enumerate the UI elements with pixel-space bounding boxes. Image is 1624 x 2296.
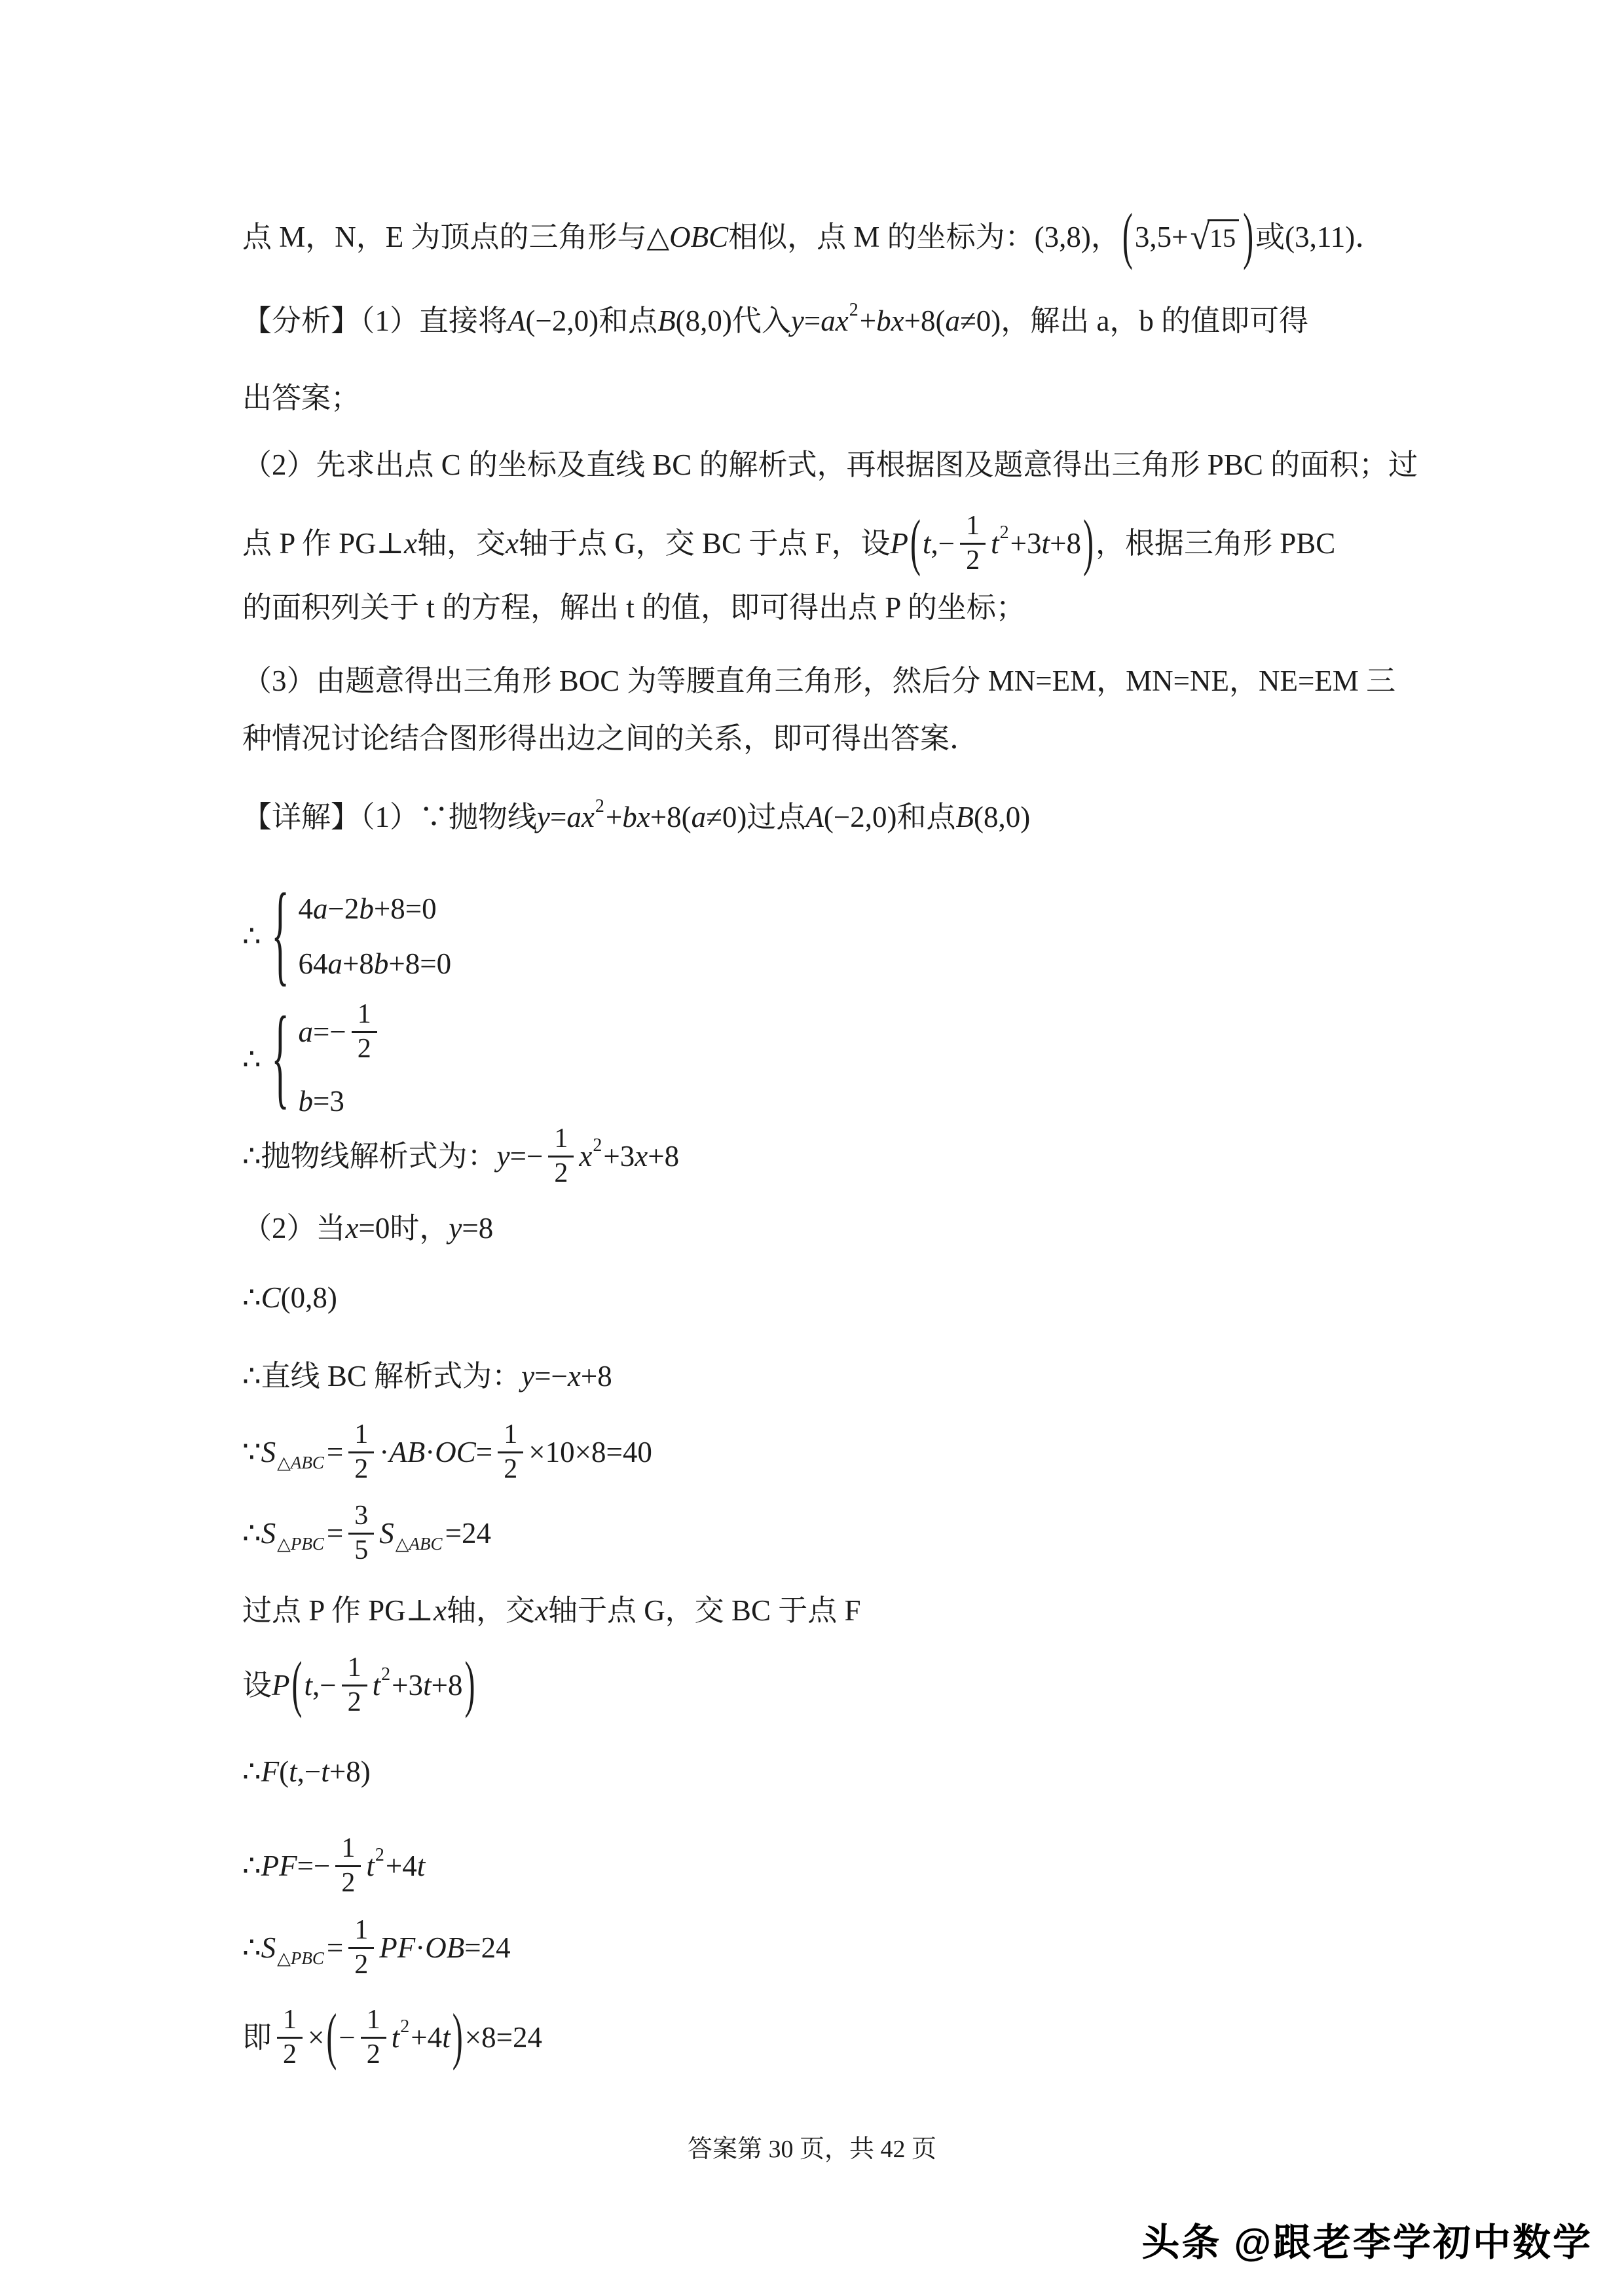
watermark: 头条 @跟老李学初中数学: [1141, 2221, 1593, 2264]
math-literal: +: [859, 304, 877, 337]
math-literal: =: [326, 1436, 344, 1468]
math-variable: PF: [379, 1931, 416, 1964]
fraction-numerator: 1: [342, 1653, 367, 1686]
system-brace: {: [271, 872, 289, 998]
math-literal: =: [475, 1436, 493, 1468]
math-variable: t: [442, 2021, 451, 2054]
system-rows: [299, 891, 452, 981]
big-paren: (: [910, 508, 921, 578]
math-literal: =: [803, 304, 821, 337]
superscript: 2: [999, 522, 1009, 543]
math-literal: ∴: [242, 1850, 261, 1882]
fraction: [352, 1000, 377, 1064]
math-variable: x: [345, 1212, 359, 1245]
math-variable: t: [1041, 527, 1050, 560]
math-variable: x: [403, 527, 417, 560]
math-variable: x: [567, 1360, 581, 1393]
math-variable: t: [366, 1850, 375, 1882]
text-run: 设: [242, 1669, 272, 1702]
math-variable: y: [496, 1140, 510, 1173]
system-row: [299, 1000, 382, 1064]
math-variable: a: [691, 801, 707, 833]
line-parabola-equation: [242, 1114, 679, 1199]
text-run: 时，: [390, 1212, 449, 1245]
math-literal: =24: [464, 1931, 511, 1964]
big-paren: (: [291, 1650, 303, 1720]
text-run: 点 P 作 PG⊥: [242, 527, 404, 560]
line-area-pbc: [242, 1491, 491, 1576]
line-construct-pg: [242, 1591, 861, 1630]
math-literal: +8: [342, 947, 374, 980]
fraction-denominator: 2: [554, 1157, 568, 1188]
text-run: ，根据三角形 PBC: [1095, 527, 1336, 560]
text-run: 【分析】（1）直接将: [242, 304, 508, 337]
equation-system: [268, 872, 452, 998]
radicand: 15: [1208, 219, 1239, 255]
math-variable: OC: [435, 1436, 476, 1468]
math-variable: x: [505, 527, 519, 560]
math-literal: +8(: [904, 304, 946, 337]
math-literal: +3: [392, 1669, 424, 1702]
text-run: 和点: [599, 304, 658, 337]
subscript: △PBC: [277, 1533, 324, 1554]
math-literal: ∴: [242, 1517, 261, 1550]
text-run: ，: [1090, 221, 1120, 253]
math-variable: A: [507, 304, 526, 337]
text-run: 代入: [731, 304, 791, 337]
math-variable: t: [991, 527, 999, 560]
line-analysis-step2-cont2: [242, 588, 1025, 627]
fraction: [335, 1834, 361, 1898]
math-literal: =0: [358, 1212, 390, 1245]
math-literal: =3: [313, 1084, 344, 1118]
text-run: （2）当: [242, 1212, 346, 1245]
line-area-abc: [242, 1410, 652, 1495]
math-literal: ∴: [242, 1140, 261, 1173]
line-equation-t: [242, 1988, 542, 2086]
math-variable: y: [521, 1360, 535, 1393]
math-literal: ·: [425, 1436, 435, 1468]
fraction-denominator: 2: [341, 1867, 356, 1898]
math-literal: +4: [411, 2021, 443, 2054]
fraction: [361, 2005, 386, 2069]
fraction-denominator: 2: [357, 1033, 371, 1064]
math-variable: B: [657, 304, 676, 337]
line-analysis-step3-cont: [242, 719, 979, 758]
math-variable: S: [379, 1517, 394, 1550]
math-literal: +3: [1010, 527, 1042, 560]
math-literal: (8,0): [675, 304, 732, 337]
math-literal: ∴: [242, 1931, 261, 1964]
superscript: 2: [595, 796, 604, 817]
fraction: [960, 511, 986, 575]
math-variable: t: [321, 1755, 329, 1788]
math-variable: C: [261, 1281, 281, 1314]
math-literal: −: [339, 2021, 356, 2054]
text-run: 轴，交: [416, 527, 506, 560]
math-variable: b: [298, 1084, 314, 1118]
line-detail-step1: [242, 791, 1030, 843]
big-paren: ): [452, 2002, 463, 2072]
math-literal: △: [646, 221, 670, 253]
text-run: 过点 P 作 PG⊥: [242, 1594, 434, 1627]
text-run: 的面积列关于 t 的方程，解出 t 的值，即可得出点 P 的坐标；: [242, 591, 1025, 624]
big-paren: ): [1243, 202, 1254, 272]
math-variable: a: [327, 947, 343, 980]
math-literal: +8: [580, 1360, 612, 1393]
line-area-pbc-formula: [242, 1905, 511, 1990]
text-run: 轴，交: [446, 1594, 535, 1627]
text-run: ．: [1355, 221, 1385, 253]
line-analysis-step1: [242, 295, 1308, 347]
math-literal: +8: [431, 1669, 463, 1702]
big-paren: (: [326, 2002, 337, 2072]
text-run: 和点: [896, 801, 956, 833]
superscript: 2: [400, 2016, 410, 2037]
math-variable: A: [805, 801, 824, 833]
math-variable: y: [537, 801, 550, 833]
line-analysis-step3: [242, 661, 1395, 701]
text-run: 直线 BC 解析式为：: [261, 1360, 522, 1393]
big-paren: ): [1082, 508, 1094, 578]
math-literal: =: [326, 1517, 344, 1550]
math-literal: ∴: [242, 1360, 261, 1393]
math-variable: bx: [622, 801, 650, 833]
superscript: 2: [381, 1664, 391, 1685]
big-paren: ): [464, 1650, 475, 1720]
big-paren: (: [1122, 202, 1133, 272]
math-literal: ∴: [242, 920, 261, 953]
math-literal: ×10×8=40: [528, 1436, 652, 1468]
math-variable: t: [423, 1669, 432, 1702]
system-rows: [299, 1000, 382, 1119]
fraction-numerator: 1: [960, 511, 986, 544]
line-analysis-step1-cont: [242, 378, 360, 418]
line-analysis-step2-cont1: [242, 494, 1335, 592]
math-variable: P: [890, 527, 908, 560]
text-run: 过点: [747, 801, 806, 833]
fraction-denominator: 2: [354, 1453, 369, 1484]
math-variable: OBC: [669, 221, 729, 253]
math-literal: =24: [445, 1517, 491, 1550]
text-run: 轴于点 G，交 BC 于点 F，设: [518, 527, 891, 560]
math-variable: OB: [425, 1931, 465, 1964]
math-literal: ≠0): [960, 304, 1001, 337]
math-variable: x: [579, 1140, 593, 1173]
math-literal: (8,0): [973, 801, 1031, 833]
fraction: [342, 1653, 367, 1717]
math-literal: +3: [603, 1140, 635, 1173]
line-step2-x0: [242, 1209, 493, 1248]
math-literal: (: [279, 1755, 289, 1788]
math-variable: t: [289, 1755, 297, 1788]
line-set-p: [242, 1636, 477, 1734]
math-variable: a: [313, 892, 328, 925]
superscript: 2: [375, 1845, 384, 1866]
math-variable: S: [261, 1436, 276, 1468]
fraction-denominator: 2: [366, 2039, 380, 2069]
fraction-numerator: 1: [348, 1916, 374, 1948]
math-literal: ×8=24: [464, 2021, 542, 2054]
math-literal: =−: [534, 1360, 568, 1393]
text-run: （3）由题意得出三角形 BOC 为等腰直角三角形，然后分 MN=EM，MN=NE，NE=EM 三: [242, 665, 1396, 697]
line-point-f: [242, 1749, 371, 1795]
math-literal: (−2,0): [525, 304, 599, 337]
fraction-denominator: 5: [354, 1535, 369, 1565]
math-variable: b: [359, 892, 374, 925]
math-variable: t: [391, 2021, 400, 2054]
math-variable: ax: [821, 304, 849, 337]
math-variable: t: [304, 1669, 313, 1702]
math-variable: B: [955, 801, 974, 833]
math-variable: S: [261, 1931, 276, 1964]
text-run: 轴于点 G，交 BC 于点 F: [547, 1594, 861, 1627]
text-run: 抛物线解析式为：: [261, 1140, 497, 1173]
text-run: 出答案；: [242, 382, 361, 414]
math-literal: ·: [415, 1931, 426, 1964]
subscript: △PBC: [277, 1948, 324, 1968]
fraction: [498, 1420, 523, 1484]
fraction: [348, 1420, 374, 1484]
math-literal: =8: [462, 1212, 494, 1245]
math-variable: t: [922, 527, 931, 560]
math-literal: =: [326, 1931, 344, 1964]
text-run: 点 M，N，E 为顶点的三角形与: [242, 221, 647, 253]
math-literal: +4: [385, 1850, 417, 1882]
math-variable: x: [433, 1594, 447, 1627]
math-literal: +8: [1050, 527, 1081, 560]
math-literal: ·: [379, 1436, 390, 1468]
line-analysis-step2: [242, 445, 1418, 484]
fraction-denominator: 2: [354, 1949, 369, 1980]
line-solution-system: [242, 995, 382, 1121]
fraction-numerator: 1: [498, 1420, 523, 1453]
fraction-numerator: 1: [277, 2005, 303, 2038]
math-literal: +8(: [650, 801, 692, 833]
text-run: ，解出 a，b 的值即可得: [1001, 304, 1309, 337]
math-literal: +8: [648, 1140, 680, 1173]
math-literal: +8): [329, 1755, 371, 1788]
radical-sign-icon: √: [1190, 217, 1210, 257]
math-literal: ,−: [312, 1669, 337, 1702]
math-literal: ×: [308, 2021, 325, 2054]
math-variable: bx: [876, 304, 904, 337]
math-literal: +8=0: [373, 892, 437, 925]
line-point-c: [242, 1275, 337, 1321]
math-literal: ∵: [242, 1436, 261, 1468]
text-run: 种情况讨论结合图形得出边之间的关系，即可得出答案．: [242, 722, 980, 755]
fraction-denominator: 2: [966, 545, 980, 575]
math-literal: 64: [298, 947, 328, 980]
math-literal: ,−: [297, 1755, 322, 1788]
math-literal: =: [550, 801, 567, 833]
fraction: [277, 2005, 303, 2069]
fraction: [348, 1916, 374, 1980]
math-variable: t: [416, 1850, 426, 1882]
math-literal: +8=0: [388, 947, 452, 980]
fraction: [348, 1501, 374, 1565]
math-variable: ax: [566, 801, 595, 833]
math-variable: b: [373, 947, 389, 980]
math-variable: t: [372, 1669, 381, 1702]
line-line-bc-equation: [242, 1357, 612, 1396]
fraction-numerator: 1: [548, 1124, 574, 1157]
math-literal: ,−: [931, 527, 955, 560]
math-variable: x: [635, 1140, 648, 1173]
math-literal: (3,11): [1285, 221, 1356, 253]
math-variable: AB: [389, 1436, 426, 1468]
math-variable: x: [534, 1594, 548, 1627]
system-row: [299, 891, 452, 926]
text-run: 即: [242, 2021, 272, 2054]
math-literal: +: [605, 801, 623, 833]
math-literal: (0,8): [280, 1281, 337, 1314]
math-variable: S: [261, 1517, 276, 1550]
text-run: （2）先求出点 C 的坐标及直线 BC 的解析式，再根据图及题意得出三角形 PBC 的面积；过: [242, 448, 1418, 481]
superscript: 2: [593, 1135, 602, 1156]
math-variable: y: [790, 304, 804, 337]
math-variable: a: [945, 304, 960, 337]
fraction-denominator: 2: [504, 1453, 518, 1484]
system-row: [299, 946, 452, 981]
text-run: 相似，点 M 的坐标为：: [728, 221, 1035, 253]
math-literal: −2: [327, 892, 360, 925]
math-variable: P: [272, 1669, 290, 1702]
fraction-numerator: 1: [352, 1000, 377, 1032]
fraction-numerator: 1: [361, 2005, 386, 2038]
superscript: 2: [849, 300, 858, 321]
math-variable: F: [261, 1755, 280, 1788]
fraction-numerator: 3: [348, 1501, 374, 1534]
sqrt-expression: [1190, 219, 1240, 255]
math-literal: ≠0): [706, 801, 747, 833]
math-literal: =−: [313, 1015, 346, 1048]
line-pf-expression: [242, 1823, 425, 1908]
math-literal: (−2,0): [823, 801, 897, 833]
fraction-denominator: 2: [347, 1686, 361, 1717]
fraction-numerator: 1: [348, 1420, 374, 1453]
math-literal: ∴: [242, 1043, 261, 1076]
fraction: [548, 1124, 574, 1188]
page-footer: 答案第 30 页，共 42 页: [687, 2136, 936, 2163]
math-literal: =−: [509, 1140, 544, 1173]
subscript: △ABC: [277, 1452, 324, 1472]
math-variable: y: [449, 1212, 462, 1245]
math-variable: PF: [261, 1850, 297, 1882]
system-brace: {: [271, 995, 289, 1121]
line-equation-system: [242, 874, 451, 998]
math-literal: (3,8): [1034, 221, 1091, 253]
fraction-denominator: 2: [283, 2039, 297, 2069]
subscript: △ABC: [395, 1533, 443, 1554]
math-literal: 3,5+: [1134, 221, 1189, 253]
text-run: 或: [1255, 221, 1285, 253]
equation-system: [268, 995, 382, 1121]
text-run: 【详解】（1）∵抛物线: [242, 801, 538, 833]
math-literal: 4: [298, 892, 314, 925]
math-variable: a: [298, 1015, 314, 1048]
math-literal: ∴: [242, 1281, 261, 1314]
fraction-numerator: 1: [335, 1834, 361, 1867]
line-point-m-coordinates: [242, 201, 1384, 273]
math-literal: ∴: [242, 1755, 261, 1788]
math-literal: =−: [297, 1850, 331, 1882]
